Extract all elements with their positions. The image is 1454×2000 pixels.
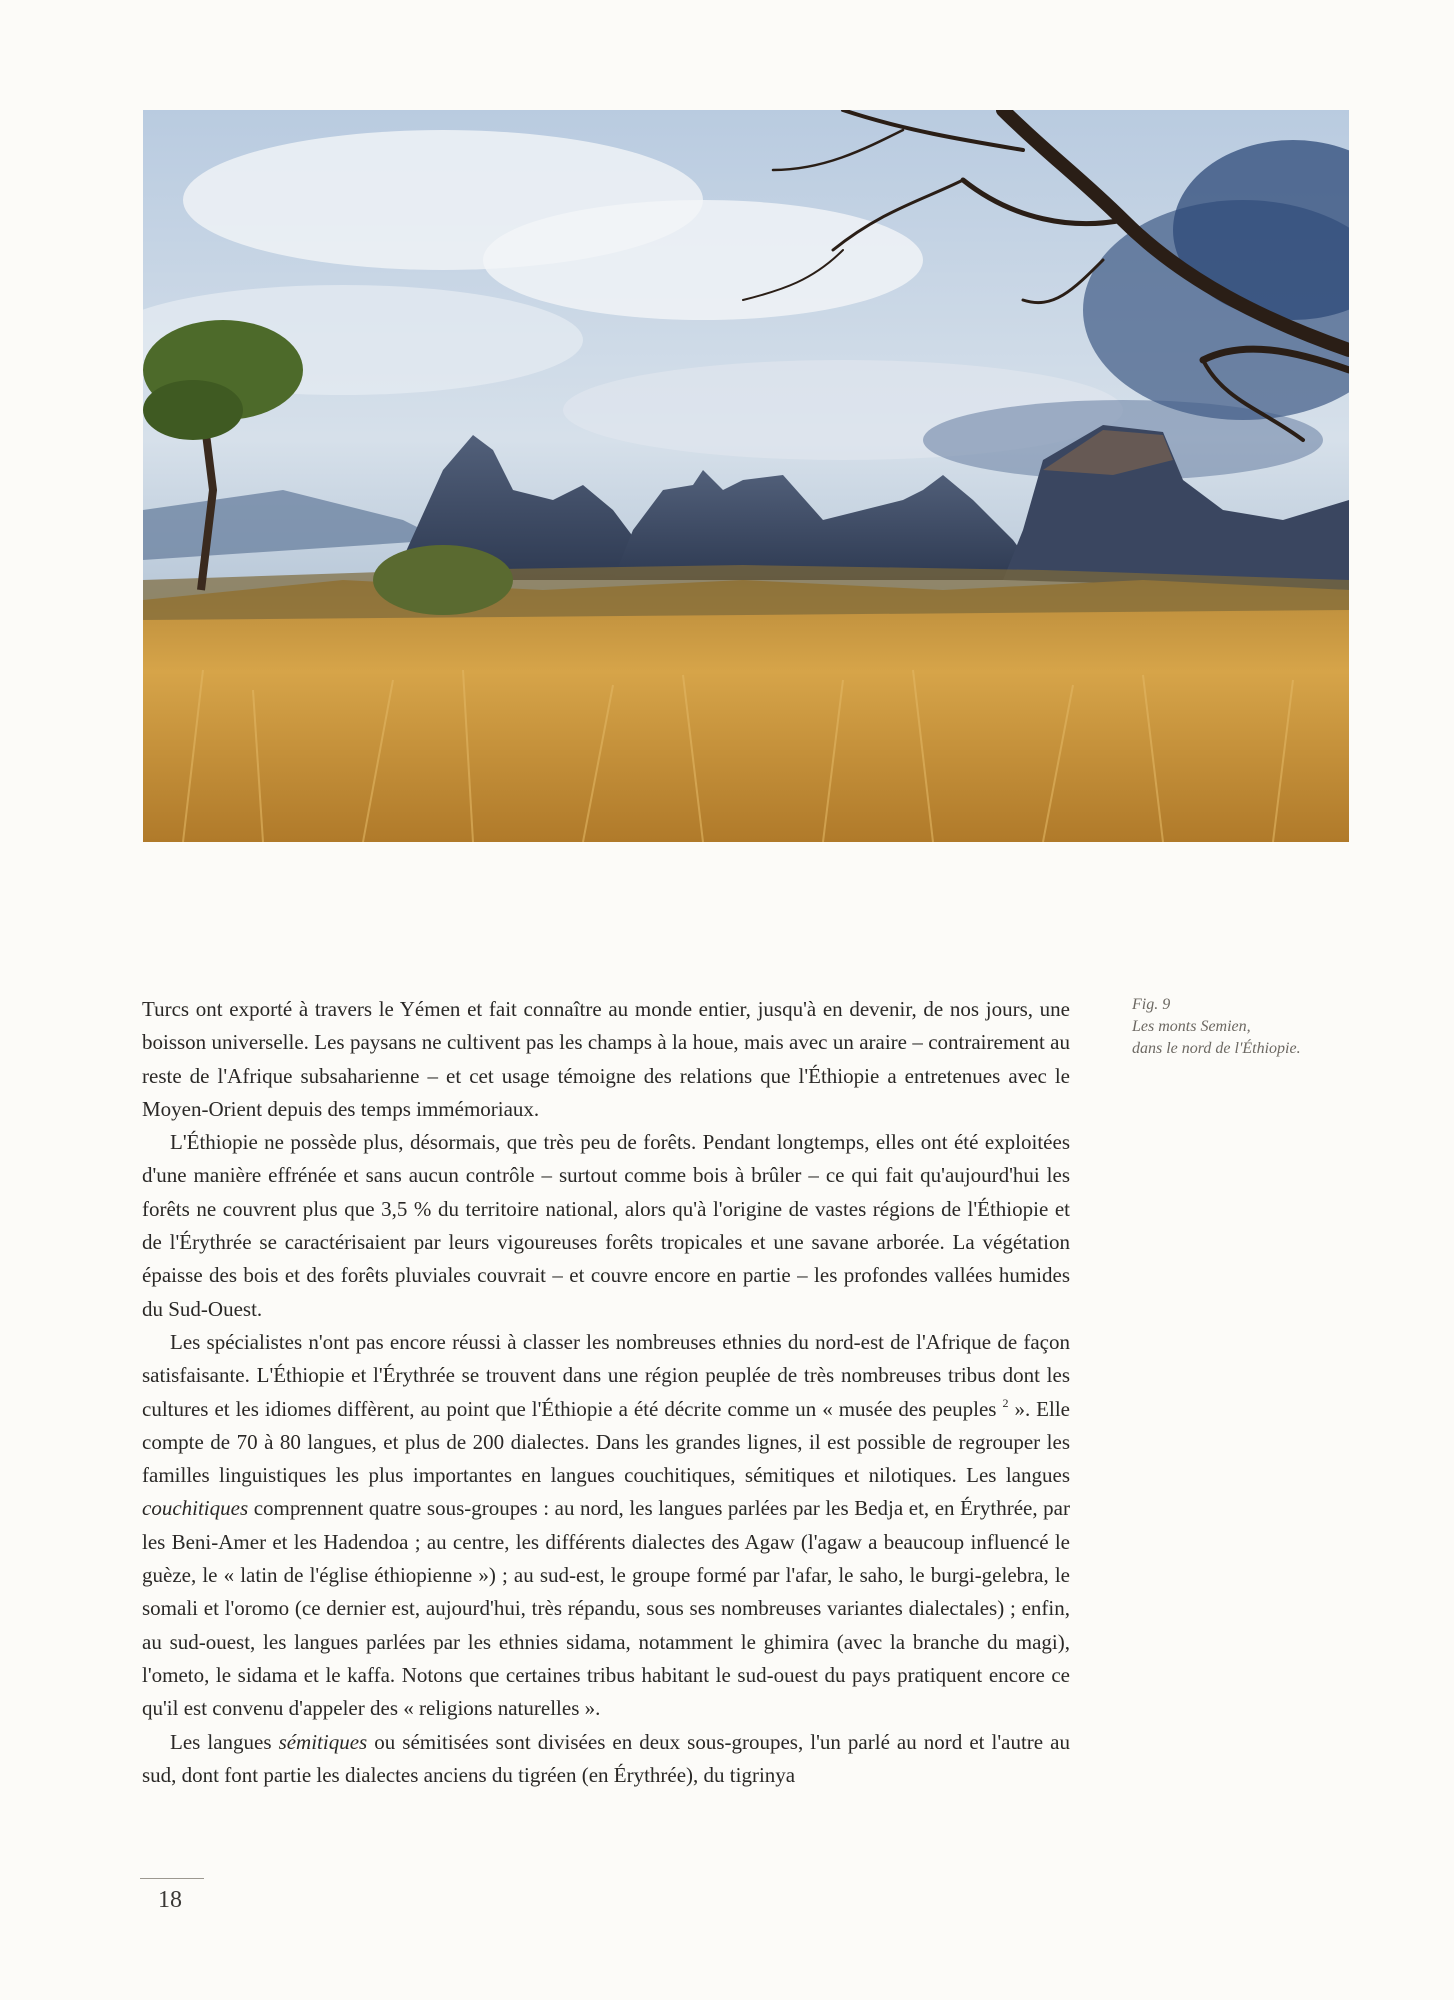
page-number: 18	[158, 1887, 182, 1913]
caption-line-1: Les monts Semien,	[1132, 1018, 1251, 1035]
body-text	[142, 993, 1070, 1792]
caption-line-2: dans le nord de l'Éthiopie.	[1132, 1040, 1301, 1057]
landscape-photo	[143, 110, 1349, 842]
footnote-ref: 2	[1002, 1395, 1009, 1410]
footer-rule	[140, 1878, 204, 1879]
paragraph-4: Les langues sémitiques ou sémitisées sont divisées en deux sous-groupes, l'un parlé au nord et l'autre au sud, dont font partie les dialectes anciens du tigréen (en Érythrée), du tigrinya	[142, 1729, 1070, 1787]
figure-caption	[1132, 994, 1372, 1060]
figure-number: Fig. 9	[1132, 996, 1171, 1013]
paragraph-3: Les spécialistes n'ont pas encore réussi à classer les nombreuses ethnies du nord-est de l'Afrique de façon satisfaisante. L'Éthiopie et l'Érythrée se trouvent dans une région peuplée de très nombreuses tribus dont les cultures et les idiomes diffèrent, au point que l'Éthiopie a été décrite comme un « musée des peuples $^2$ ». Elle compte de 70 à 80 langues, et plus de 200 dialectes. Dans les grandes lignes, il est possible de regrouper les familles linguistiques les plus importantes en langues couchitiques, sémitiques et nilotiques. Les langues couchitiques comprennent quatre sous-groupes : au nord, les langues parlées par les Bedja et, en Érythrée, par les Beni-Amer et les Hadendoa ; au centre, les différents dialectes des Agaw (l'agaw a beaucoup influencé le guèze, le « latin de l'église éthiopienne ») ; au sud-est, le groupe formé par l'afar, le saho, le burgi-gelebra, le somali et l'oromo (ce dernier est, aujourd'hui, très répandu, sous ses nombreuses variantes dialectales) ; enfin, au sud-ouest, les langues parlées par les ethnies sidama, notamment le ghimira (avec la branche du magi), l'ometo, le sidama et le kaffa. Notons que certaines tribus habitant le sud-ouest du pays pratiquent encore ce qu'il est convenu d'appeler des « religions naturelles ».	[142, 1329, 1070, 1721]
paragraph-1: Turcs ont exporté à travers le Yémen et fait connaître au monde entier, jusqu'à en devenir, de nos jours, une boisson universelle. Les paysans ne cultivent pas les champs à la houe, mais avec un araire – contrairement au reste de l'Afrique subsaharienne – et cet usage témoigne des relations que l'Éthiopie a entretenues avec le Moyen-Orient depuis des temps immémoriaux.	[142, 997, 1070, 1121]
semien-mountains-image	[143, 110, 1349, 842]
paragraph-2: L'Éthiopie ne possède plus, désormais, que très peu de forêts. Pendant longtemps, elles ont été exploitées d'une manière effrénée et sans aucun contrôle – surtout comme bois à brûler – ce qui fait qu'aujourd'hui les forêts ne couvrent plus que 3,5 % du territoire national, alors qu'à l'origine de vastes régions de l'Éthiopie et de l'Érythrée se caractérisaient par leurs vigoureuses forêts tropicales et une savane arborée. La végétation épaisse des bois et des forêts pluviales couvrait – et couvre encore en partie – les profondes vallées humides du Sud-Ouest.	[142, 1130, 1070, 1321]
